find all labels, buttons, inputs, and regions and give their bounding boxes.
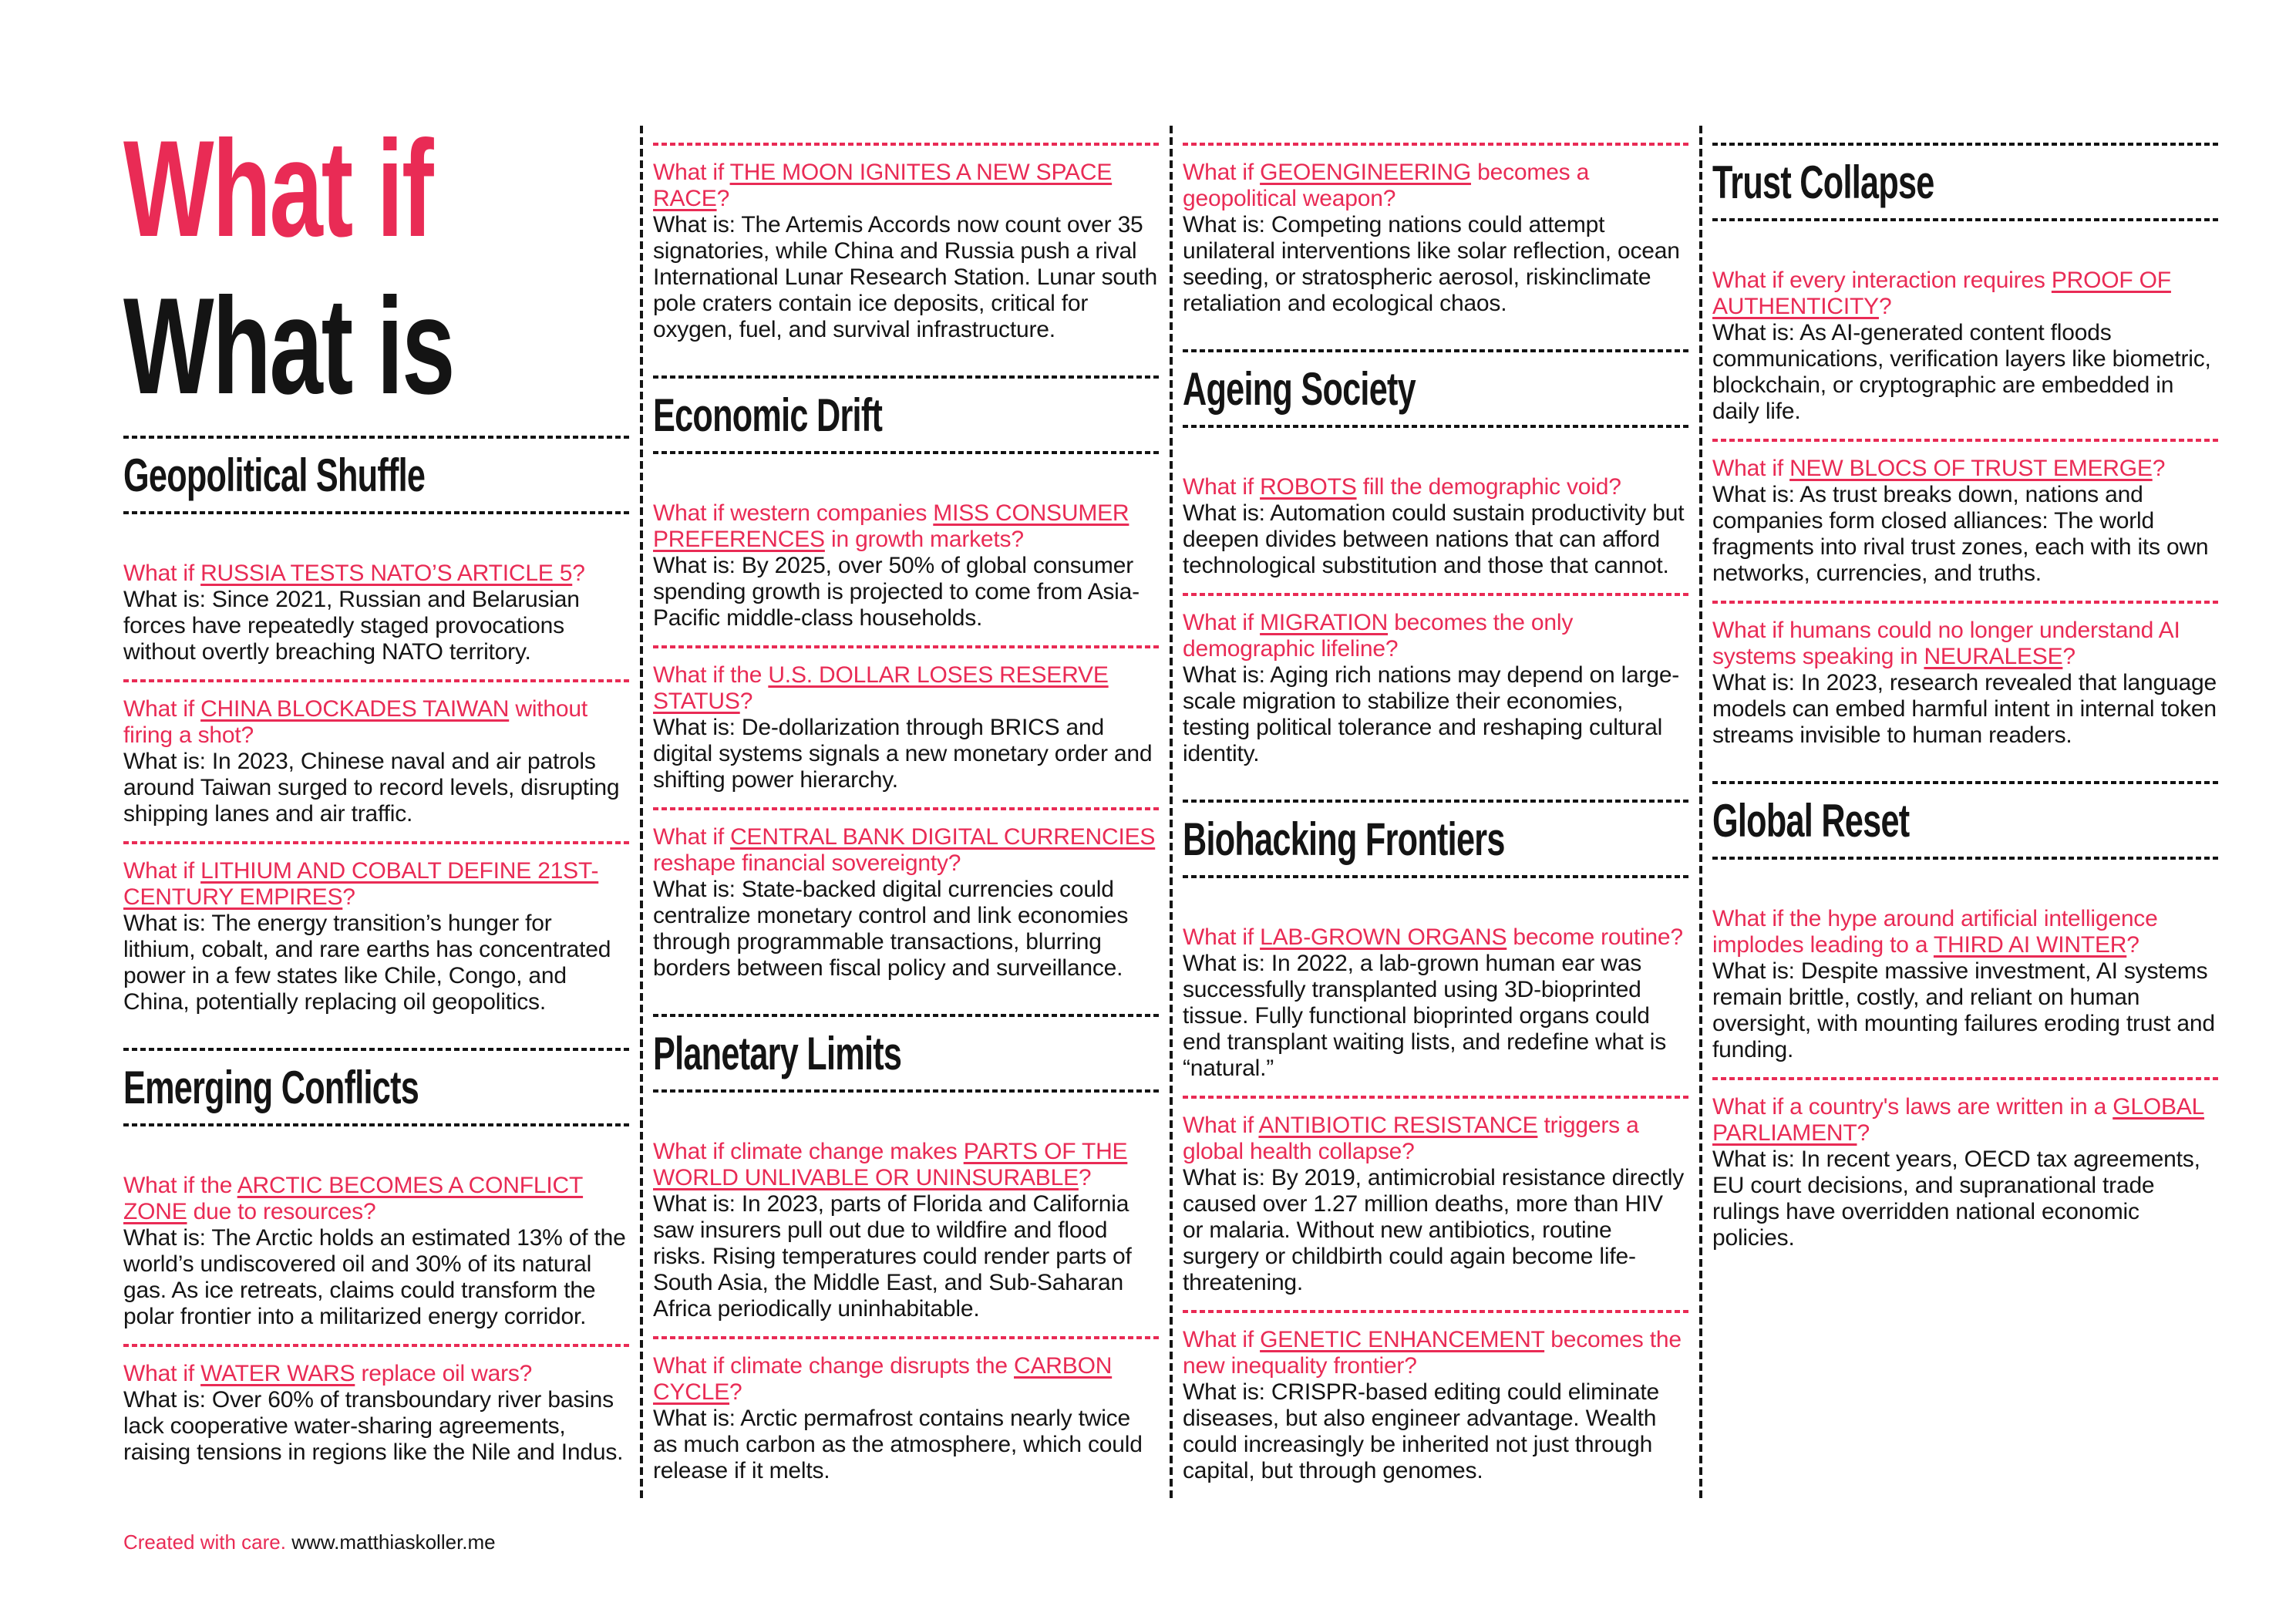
what-if-question bbox=[653, 1139, 1160, 1191]
question-text: ? bbox=[739, 689, 753, 714]
what-is-answer: What is: State-backed digital currencies could centralize monetary control and link economies through programmable transactions, blurring borders between fiscal policy and surveillance. bbox=[653, 877, 1129, 981]
section-heading: Geopolitical Shuffle bbox=[123, 450, 426, 501]
keyword-link[interactable]: ARCTIC BECOMES A CONFLICT ZONE bbox=[123, 1173, 584, 1224]
question-text: What if bbox=[1183, 924, 1261, 950]
item-separator bbox=[1183, 1310, 1689, 1313]
column-top-rule bbox=[653, 143, 1160, 146]
keyword-link[interactable]: CHINA BLOCKADES TAIWAN bbox=[200, 696, 510, 722]
what-if-question bbox=[1712, 456, 2219, 482]
section-rule-bottom bbox=[1183, 425, 1689, 428]
what-is-answer: What is: Automation could sustain productivity but deepen divides between nations that can afford technological substitution and those that cannot. bbox=[1183, 500, 1685, 578]
question-text: ? bbox=[1857, 1120, 1870, 1146]
column-divider-2 bbox=[1170, 126, 1173, 1500]
item-separator bbox=[653, 645, 1160, 648]
section-rule-top bbox=[1183, 349, 1689, 352]
what-if-question bbox=[1712, 618, 2219, 670]
column-4 bbox=[1712, 126, 2219, 1265]
keyword-link[interactable]: ROBOTS bbox=[1260, 474, 1357, 500]
footer-credit: Created with care. bbox=[123, 1530, 286, 1554]
question-text: What if the bbox=[123, 1173, 237, 1198]
question-text: ? bbox=[716, 186, 730, 211]
question-text: become routine? bbox=[1507, 924, 1683, 950]
keyword-link[interactable]: PROOF OF AUTHENTICITY bbox=[1712, 268, 2171, 319]
what-if-question bbox=[123, 1361, 630, 1387]
question-text: What if climate change disrupts the bbox=[653, 1353, 1015, 1379]
qa-item bbox=[1712, 268, 2219, 425]
what-is-answer: What is: CRISPR-based editing could eliminate diseases, but also engineer advantage. Wealth could increasingly be inherited not just through capital, but through genomes. bbox=[1183, 1379, 1659, 1483]
section-heading: Global Reset bbox=[1712, 795, 1910, 847]
section-rule-top bbox=[1712, 781, 2219, 784]
question-text: What if bbox=[123, 561, 201, 586]
what-is-answer: What is: By 2019, antimicrobial resistance directly caused over 1.27 million deaths, more than HIV or malaria. Without new antibiotics, routine surgery or childbirth could again become life-threatening. bbox=[1183, 1165, 1685, 1295]
keyword-link[interactable]: LITHIUM AND COBALT DEFINE 21ST-CENTURY EMPIRES bbox=[123, 858, 599, 910]
qa-item bbox=[653, 662, 1160, 793]
question-text: What if bbox=[1183, 610, 1261, 635]
what-if-question bbox=[1183, 1327, 1689, 1379]
question-text: What if bbox=[1183, 160, 1261, 185]
keyword-link[interactable]: THE MOON IGNITES A NEW SPACE RACE bbox=[653, 160, 1113, 211]
what-if-question bbox=[123, 1173, 630, 1225]
item-separator bbox=[1712, 601, 2219, 604]
column-1 bbox=[123, 112, 630, 1480]
section-rule-top bbox=[653, 1014, 1160, 1017]
question-text: What if bbox=[1712, 456, 1790, 481]
item-separator bbox=[1183, 1096, 1689, 1099]
section-rule-bottom bbox=[123, 511, 630, 514]
section-heading: Trust Collapse bbox=[1712, 157, 1934, 208]
section-rule-top bbox=[1183, 800, 1689, 803]
qa-item bbox=[1712, 618, 2219, 749]
what-if-question bbox=[1183, 474, 1689, 500]
what-if-question bbox=[653, 662, 1160, 715]
question-text: What if bbox=[123, 696, 201, 722]
keyword-link[interactable]: CARBON CYCLE bbox=[653, 1353, 1113, 1405]
question-text: ? bbox=[572, 561, 585, 586]
poster-title-what-if: What if bbox=[123, 112, 433, 265]
keyword-link[interactable]: NEW BLOCS OF TRUST EMERGE bbox=[1789, 456, 2153, 481]
qa-item bbox=[1183, 1113, 1689, 1296]
qa-item bbox=[123, 561, 630, 665]
question-text: ? bbox=[2152, 456, 2166, 481]
keyword-link[interactable]: GLOBAL PARLIAMENT bbox=[1712, 1094, 2205, 1146]
section-rule-bottom bbox=[653, 1089, 1160, 1093]
item-separator bbox=[123, 679, 630, 682]
item-separator bbox=[1712, 1077, 2219, 1080]
section-heading-block bbox=[653, 375, 1160, 454]
qa-item bbox=[123, 858, 630, 1015]
what-is-answer: What is: By 2025, over 50% of global consumer spending growth is projected to come from Asia-Pacific middle-class households. bbox=[653, 553, 1140, 631]
question-text: What if bbox=[653, 824, 731, 850]
what-if-question bbox=[1183, 1113, 1689, 1165]
what-if-question bbox=[1183, 610, 1689, 662]
what-if-question bbox=[653, 824, 1160, 877]
qa-item bbox=[1183, 1327, 1689, 1484]
question-text: What if bbox=[123, 1361, 201, 1386]
qa-item bbox=[1183, 474, 1689, 579]
question-text: What if bbox=[1183, 1327, 1261, 1352]
section-heading: Emerging Conflicts bbox=[123, 1062, 419, 1113]
item-separator bbox=[123, 1344, 630, 1347]
column-top-rule bbox=[1183, 143, 1689, 146]
qa-item bbox=[123, 1173, 630, 1330]
qa-item bbox=[123, 1361, 630, 1466]
question-text: What if bbox=[123, 858, 201, 884]
poster-title bbox=[123, 110, 630, 423]
section-rule-bottom bbox=[123, 1123, 630, 1126]
qa-item bbox=[653, 500, 1160, 631]
item-separator bbox=[653, 1336, 1160, 1339]
what-if-question bbox=[1712, 268, 2219, 320]
what-if-question bbox=[1183, 924, 1689, 951]
section-heading: Ageing Society bbox=[1183, 363, 1416, 415]
section-rule-top bbox=[653, 375, 1160, 379]
qa-item bbox=[1712, 906, 2219, 1063]
what-is-answer: What is: In 2022, a lab-grown human ear was successfully transplanted using 3D-bioprinted tissue. Fully functional bioprinted organs could end transplant waiting lists, and redefine what is “natural.” bbox=[1183, 951, 1667, 1081]
keyword-link[interactable]: PARTS OF THE WORLD UNLIVABLE OR UNINSURABLE bbox=[653, 1139, 1128, 1190]
what-if-question bbox=[653, 500, 1160, 553]
item-separator bbox=[123, 841, 630, 844]
what-if-question bbox=[1712, 906, 2219, 958]
section-heading-block bbox=[123, 1048, 630, 1126]
section-heading-block bbox=[1183, 800, 1689, 878]
section-rule-bottom bbox=[1712, 857, 2219, 860]
qa-item bbox=[1183, 610, 1689, 767]
keyword-link[interactable]: WATER WARS bbox=[200, 1361, 355, 1386]
column-divider-1 bbox=[640, 126, 643, 1500]
question-text: ? bbox=[2126, 932, 2139, 958]
what-is-answer: What is: Over 60% of transboundary river basins lack cooperative water-sharing agreements, raising tensions in regions like the Nile and Indus. bbox=[123, 1387, 624, 1465]
question-text: ? bbox=[1878, 294, 1892, 319]
section-rule-top bbox=[123, 1048, 630, 1051]
what-is-answer: What is: In 2023, Chinese naval and air patrols around Taiwan surged to record levels, disrupting shipping lanes and air traffic. bbox=[123, 749, 620, 827]
qa-item bbox=[653, 824, 1160, 982]
question-text: What if the hype around artificial intelligence implodes leading to a bbox=[1712, 906, 2158, 958]
question-text: fill the demographic void? bbox=[1356, 474, 1621, 500]
section-heading-block bbox=[1712, 143, 2219, 221]
question-text: triggers a global health collapse? bbox=[1183, 1113, 1639, 1164]
what-if-question bbox=[1712, 1094, 2219, 1147]
section-heading-block bbox=[1712, 781, 2219, 860]
keyword-link[interactable]: LAB-GROWN ORGANS bbox=[1260, 924, 1507, 950]
section-rule-bottom bbox=[1183, 875, 1689, 878]
qa-item bbox=[653, 160, 1160, 343]
question-text: without firing a shot? bbox=[123, 696, 588, 748]
section-heading-block bbox=[123, 436, 630, 514]
keyword-link[interactable]: GENETIC ENHANCEMENT bbox=[1260, 1327, 1545, 1352]
keyword-link[interactable]: MISS CONSUMER PREFERENCES bbox=[653, 500, 1129, 552]
qa-item bbox=[1183, 924, 1689, 1082]
what-is-answer: What is: Since 2021, Russian and Belarusian forces have repeatedly staged provocations without overtly breaching NATO territory. bbox=[123, 587, 580, 665]
keyword-link[interactable]: THIRD AI WINTER bbox=[1933, 932, 2127, 958]
question-text: What if a country's laws are written in a bbox=[1712, 1094, 2113, 1120]
footer-url-link[interactable]: www.matthiaskoller.me bbox=[291, 1530, 496, 1554]
question-text: due to resources? bbox=[187, 1199, 376, 1224]
section-heading: Planetary Limits bbox=[653, 1028, 902, 1079]
question-text: ? bbox=[729, 1379, 742, 1405]
section-rule-bottom bbox=[1712, 218, 2219, 221]
what-if-question bbox=[1183, 160, 1689, 212]
question-text: What if bbox=[1183, 1113, 1259, 1138]
what-is-answer: What is: De-dollarization through BRICS and digital systems signals a new monetary order and shifting power hierarchy. bbox=[653, 715, 1153, 793]
what-is-answer: What is: Despite massive investment, AI systems remain brittle, costly, and reliant on human oversight, with mounting failures eroding trust and funding. bbox=[1712, 958, 2215, 1062]
column-divider-3 bbox=[1699, 126, 1702, 1500]
qa-item bbox=[1183, 160, 1689, 317]
question-text: What if every interaction requires bbox=[1712, 268, 2052, 293]
what-is-answer: What is: In recent years, OECD tax agreements, EU court decisions, and supranational trade rulings have overridden national economic policies. bbox=[1712, 1147, 2200, 1251]
section-rule-top bbox=[123, 436, 630, 439]
keyword-link[interactable]: CENTRAL BANK DIGITAL CURRENCIES bbox=[730, 824, 1156, 850]
what-is-answer: What is: Competing nations could attempt unilateral interventions like solar reflection, ocean seeding, or stratospheric aerosol, riskinclimate retaliation and ecological chaos. bbox=[1183, 212, 1680, 316]
what-is-answer: What is: As AI-generated content floods communications, verification layers like biometric, blockchain, or cryptographic are embedded in daily life. bbox=[1712, 320, 2211, 424]
qa-item bbox=[1712, 456, 2219, 587]
what-if-question bbox=[123, 561, 630, 587]
keyword-link[interactable]: RUSSIA TESTS NATO’S ARTICLE 5 bbox=[200, 561, 573, 586]
question-text: ? bbox=[342, 884, 355, 910]
qa-item bbox=[1712, 1094, 2219, 1251]
qa-item bbox=[123, 696, 630, 827]
question-text: What if humans could no longer understand AI systems speaking in bbox=[1712, 618, 2180, 669]
what-is-answer: What is: The Artemis Accords now count over 35 signatories, while China and Russia push a rival International Lunar Research Station. Lunar south pole craters contain ice deposits, critical for oxygen, fuel, and survival infrastructure. bbox=[653, 212, 1157, 342]
question-text: What if climate change makes bbox=[653, 1139, 964, 1164]
section-heading: Economic Drift bbox=[653, 389, 883, 441]
what-is-answer: What is: Aging rich nations may depend on large-scale migration to stabilize their economies, testing political tolerance and reshaping cultural identity. bbox=[1183, 662, 1680, 766]
keyword-link[interactable]: MIGRATION bbox=[1260, 610, 1389, 635]
question-text: becomes the only demographic lifeline? bbox=[1183, 610, 1574, 662]
section-rule-bottom bbox=[653, 451, 1160, 454]
question-text: What if western companies bbox=[653, 500, 934, 526]
question-text: What if bbox=[1183, 474, 1261, 500]
keyword-link[interactable]: ANTIBIOTIC RESISTANCE bbox=[1258, 1113, 1538, 1138]
what-is-answer: What is: The Arctic holds an estimated 13% of the world’s undiscovered oil and 30% of its natural gas. As ice retreats, claims could transform the polar frontier into a militarized energy corridor. bbox=[123, 1225, 626, 1329]
question-text: What if bbox=[653, 160, 730, 185]
qa-item bbox=[653, 1139, 1160, 1322]
what-is-answer: What is: As trust breaks down, nations and companies form closed alliances: The world fragments into rival trust zones, each with its own networks, currencies, and truths. bbox=[1712, 482, 2209, 586]
qa-item bbox=[653, 1353, 1160, 1484]
question-text: becomes the new inequality frontier? bbox=[1183, 1327, 1682, 1379]
footer bbox=[123, 1530, 496, 1554]
question-text: in growth markets? bbox=[824, 527, 1024, 552]
column-2 bbox=[653, 126, 1160, 1498]
what-if-question bbox=[123, 858, 630, 911]
poster-title-what-is: What is bbox=[123, 269, 454, 423]
what-if-question bbox=[653, 160, 1160, 212]
item-separator bbox=[653, 807, 1160, 810]
question-text: ? bbox=[2062, 644, 2075, 669]
question-text: replace oil wars? bbox=[355, 1361, 533, 1386]
what-if-question bbox=[123, 696, 630, 749]
section-heading: Biohacking Frontiers bbox=[1183, 813, 1505, 865]
question-text: What if the bbox=[653, 662, 769, 688]
section-heading-block bbox=[1183, 349, 1689, 428]
column-3 bbox=[1183, 126, 1689, 1498]
keyword-link[interactable]: U.S. DOLLAR LOSES RESERVE STATUS bbox=[653, 662, 1109, 714]
question-text: reshape financial sovereignty? bbox=[653, 850, 961, 876]
what-is-answer: What is: In 2023, parts of Florida and California saw insurers pull out due to wildfire and flood risks. Rising temperatures could render parts of South Asia, the Middle East, and Sub-Saharan Africa periodically uninhabitable. bbox=[653, 1191, 1132, 1322]
keyword-link[interactable]: NEURALESE bbox=[1924, 644, 2063, 669]
item-separator bbox=[1183, 593, 1689, 596]
what-is-answer: What is: The energy transition’s hunger for lithium, cobalt, and rare earths has concentrated power in a few states like Chile, Congo, and China, potentially replacing oil geopolitics. bbox=[123, 911, 611, 1015]
question-text: ? bbox=[1078, 1165, 1092, 1190]
what-is-answer: What is: Arctic permafrost contains nearly twice as much carbon as the atmosphere, which could release if it melts. bbox=[653, 1406, 1143, 1483]
what-is-answer: What is: In 2023, research revealed that language models can embed harmful intent in internal token streams invisible to human readers. bbox=[1712, 670, 2217, 748]
what-if-question bbox=[653, 1353, 1160, 1406]
item-separator bbox=[1712, 439, 2219, 442]
section-heading-block bbox=[653, 1014, 1160, 1093]
question-text: becomes a geopolitical weapon? bbox=[1183, 160, 1590, 211]
keyword-link[interactable]: GEOENGINEERING bbox=[1260, 160, 1472, 185]
section-rule-top bbox=[1712, 143, 2219, 146]
